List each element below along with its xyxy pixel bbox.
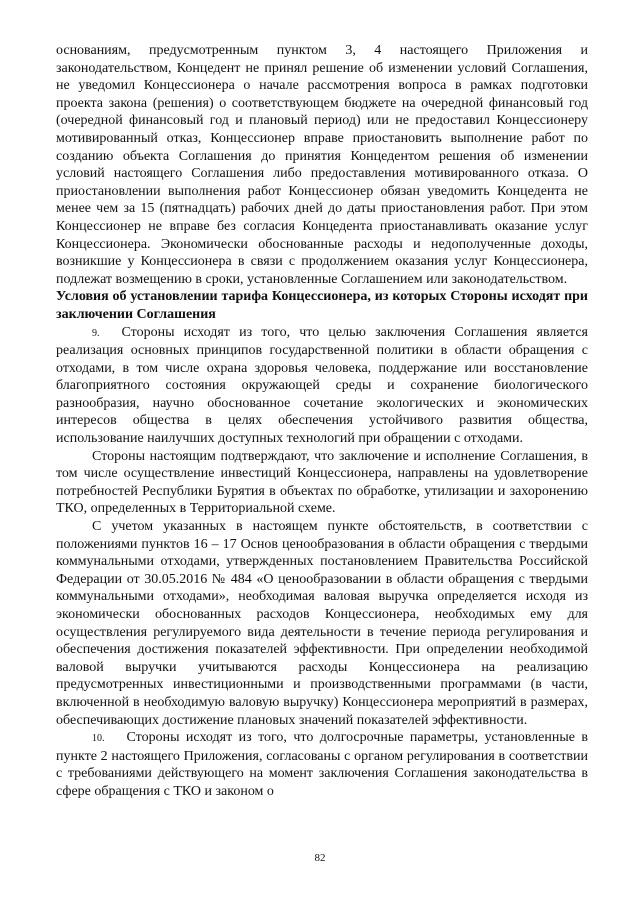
- page-number: 82: [314, 852, 326, 864]
- paragraph-revenue: С учетом указанных в настоящем пункте обстоятельств, в соответствии с положениями пунктов 16 – 17 Основ ценообразования в области обращения с твердыми коммунальными отходами, утвержденных постановлением Правительства Российской Федерации от 30.05.2016 № 484 «О ценообразовании в области обращения с твердыми коммунальными отходами», необходимая валовая выручка определяется исходя из экономически обоснованных расходов Концессионера, необходимых ему для осуществления регулируемого вида деятельности в течение периода регулирования и обеспечения достижения показателей эффективности. При определении необходимой валовой выручки учитываются расходы Концессионера на реализацию предусмотренных инвестиционными и производственными программами (в части, включенной в необходимую валовую выручку) Концессионера мероприятий в размерах, обеспечивающих достижение плановых значений показателей эффективности.: [56, 519, 588, 728]
- item-9-number: 9.: [92, 327, 100, 339]
- item-9-paragraph: [56, 324, 588, 448]
- item-10-text: Стороны исходят из того, что долгосрочные параметры, установленные в пункте 2 настоящего Приложения, согласованы с органом регулирования в соответствии с требованиями действующего на момент заключения Соглашения законодательства в сфере обращения с ТКО и законом о: [56, 730, 588, 799]
- item-10-number: 10.: [92, 733, 105, 745]
- item-10-paragraph: [56, 729, 588, 800]
- paragraph-confirm: Стороны настоящим подтверждают, что заключение и исполнение Соглашения, в том числе осуществление инвестиций Концессионера, направлены на удовлетворение потребностей Республики Бурятия в объектах по обработке, утилизации и захоронению ТКО, определенных в Территориальной схеме.: [56, 448, 588, 517]
- paragraph-continuation: основаниям, предусмотренным пунктом 3, 4 настоящего Приложения и законодательством, Концедент не принял решение об изменении условий Соглашения, не уведомил Концессионера о начале рассмотрения вопроса в рамках подготовки проекта закона (решения) о соответствующем бюджете на очередной финансовый год (очередной финансовый год и плановый период) или не предоставил Концессионеру мотивированный отказ, Концессионер вправе приостановить выполнение работ по созданию объекта Соглашения до принятия Концедентом решения об изменении условий настоящего Соглашения либо предоставления мотивированного отказа. О приостановлении выполнения работ Концессионер обязан уведомить Концедента не менее чем за 15 (пятнадцать) рабочих дней до даты приостановления работ. При этом Концессионер не вправе без согласия Концедента приостанавливать оказание услуг Концессионера. Экономически обоснованные расходы и недополученные доходы, возникшие у Концессионера в связи с продолжением оказания услуг Концессионера, подлежат возмещению в сроки, установленные Соглашением или законодательством.: [56, 43, 588, 287]
- document-page: [56, 42, 588, 801]
- item-9-text: Стороны исходят из того, что целью заключения Соглашения является реализация основных принципов государственной политики в области обращения с отходами, в том числе охрана здоровья человека, поддержание или восстановление благоприятного состояния окружающей среды и сохранение биологического разнообразия, научно обоснованное сочетание экологических и экономических интересов общества в целях обеспечения устойчивого развития общества, использование наилучших доступных технологий при обращении с отходами.: [56, 324, 588, 447]
- section-heading: Условия об установлении тарифа Концессионера, из которых Стороны исходят при заключении Соглашения: [56, 289, 588, 322]
